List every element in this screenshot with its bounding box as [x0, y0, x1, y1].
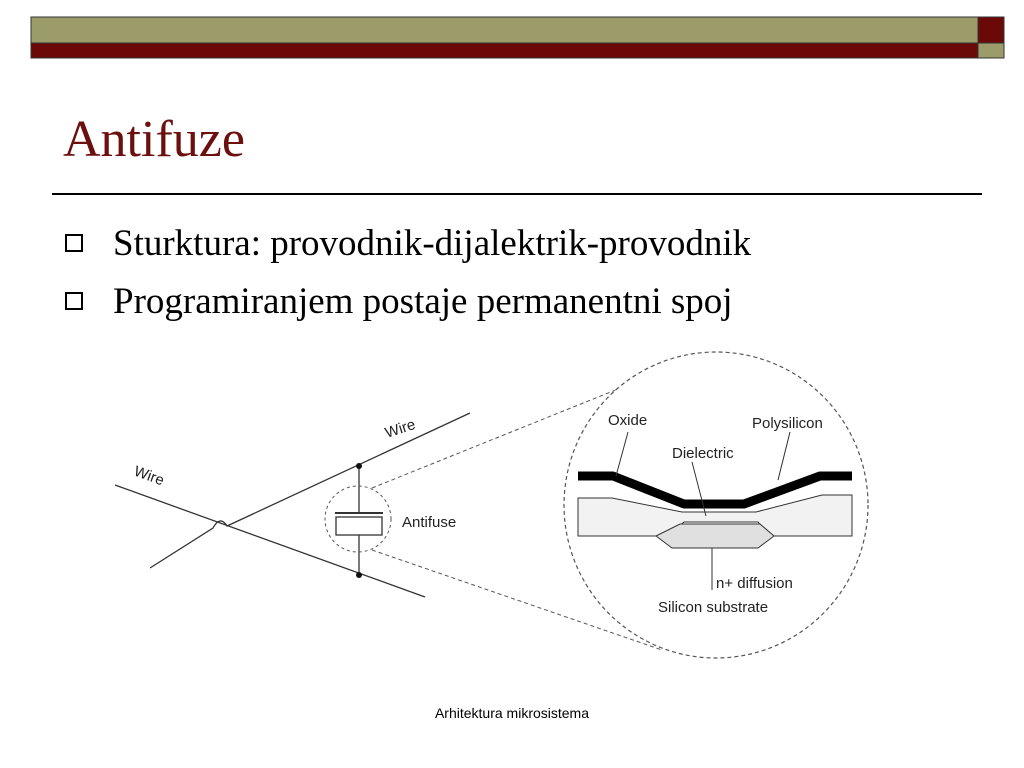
wire-left-label: Wire — [131, 462, 167, 490]
bullet-list — [62, 214, 751, 330]
slide-footer: Arhitektura mikrosistema — [434, 705, 590, 721]
silicon-substrate-label: Silicon substrate — [658, 599, 769, 616]
antifuse-label: Antifuse — [402, 514, 457, 531]
header-corner-maroon-square — [978, 17, 1004, 43]
n-diffusion-label: n+ diffusion — [716, 575, 793, 592]
title-underline — [52, 193, 982, 195]
oxide-label: Oxide — [608, 412, 648, 429]
polysilicon-label: Polysilicon — [752, 415, 823, 432]
bullet-text: Sturktura: provodnik-dijalektrik-provodnik — [113, 222, 752, 264]
n-diffusion-region — [656, 524, 774, 548]
slide-title: Antifuze — [63, 111, 245, 168]
wire-top-label: Wire — [382, 416, 418, 442]
header-maroon-stripe — [31, 43, 978, 58]
header-olive-stripe — [31, 17, 978, 43]
wire-upper-line — [150, 413, 470, 568]
antifuse-body — [336, 517, 382, 535]
antifuse-diagram — [0, 340, 1024, 680]
dielectric-label: Dielectric — [672, 445, 734, 462]
header-corner-olive-square — [978, 43, 1004, 58]
bullet-item — [62, 272, 751, 330]
square-bullet-icon — [65, 292, 83, 310]
bullet-item — [62, 214, 751, 272]
wire-lower-line — [115, 485, 425, 597]
square-bullet-icon — [65, 234, 83, 252]
junction-dot-bottom — [356, 572, 362, 578]
bullet-text: Programiranjem postaje permanentni spoj — [113, 280, 733, 322]
header-decoration-bar — [0, 0, 1024, 62]
junction-dot-top — [356, 463, 362, 469]
